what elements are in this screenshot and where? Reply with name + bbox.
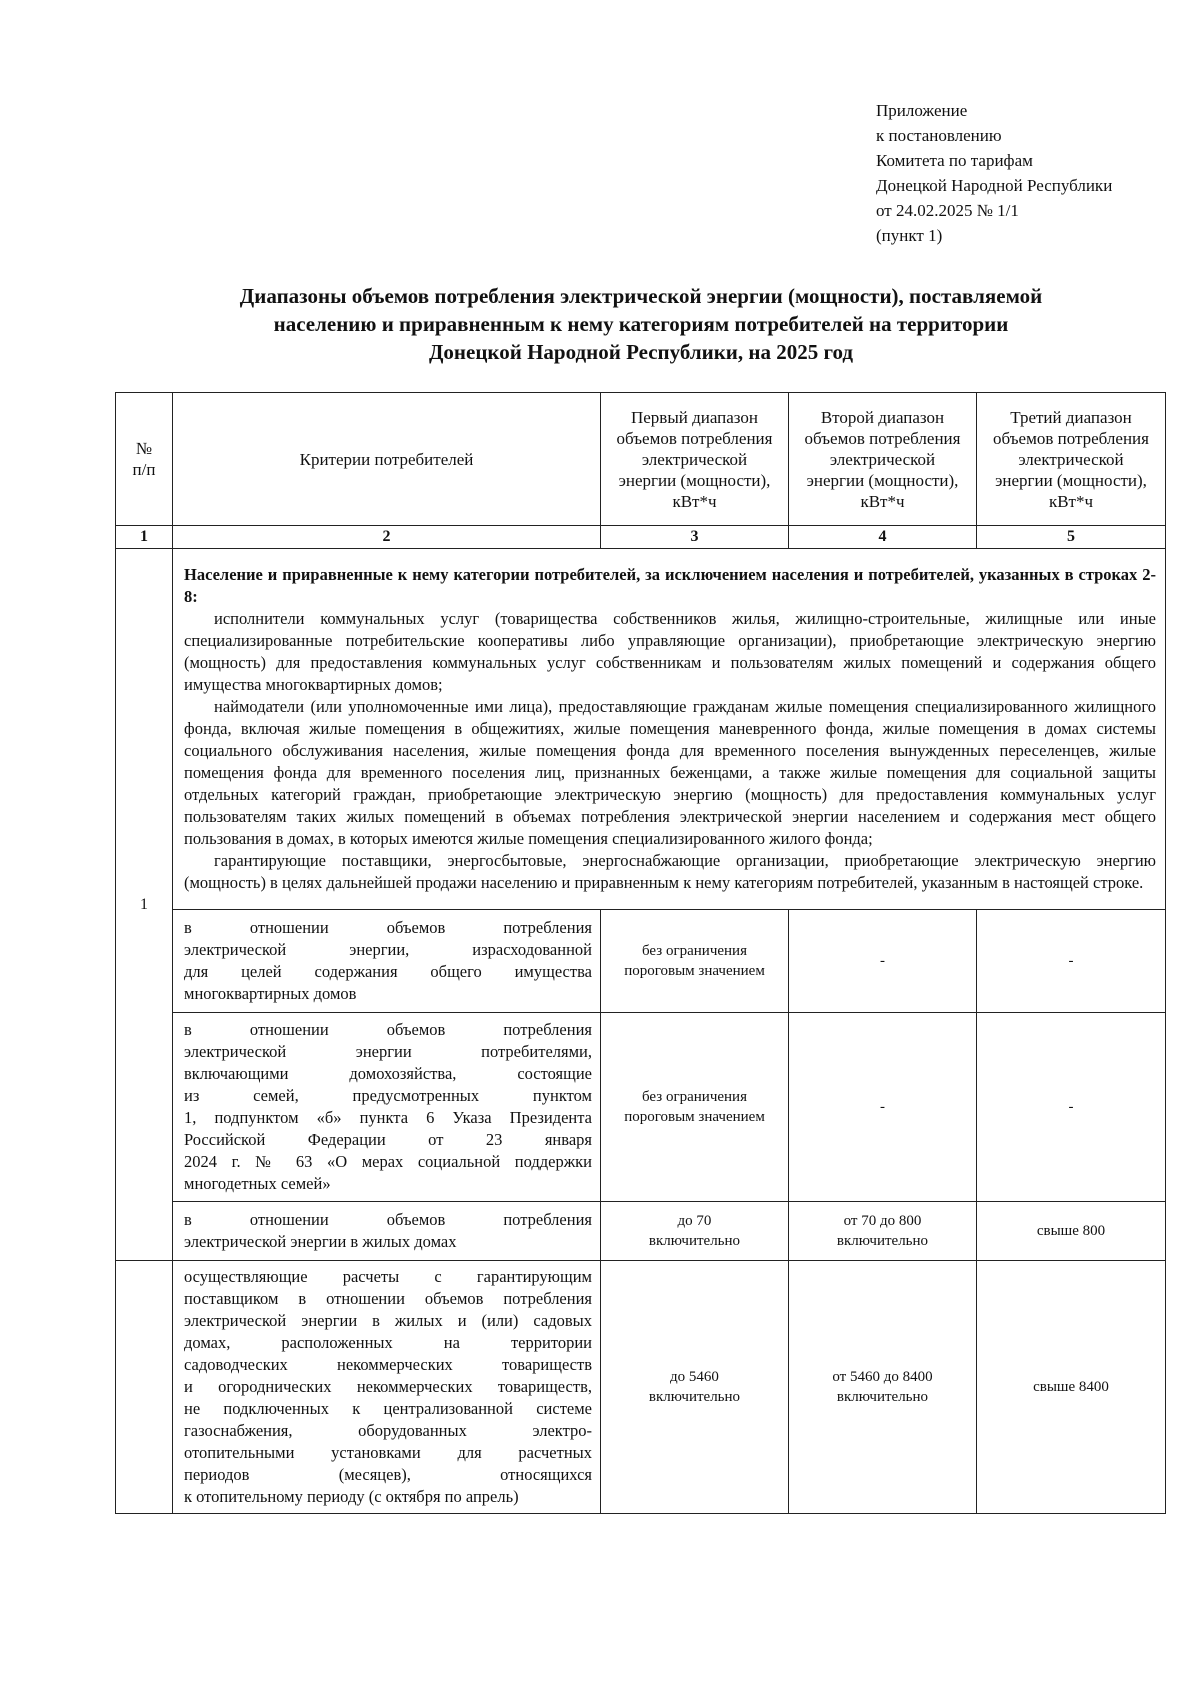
title-line: Диапазоны объемов потребления электрической энергии (мощности), поставляемой: [239, 284, 1043, 308]
second-range-value: -: [789, 910, 977, 1013]
column-number: 3: [601, 526, 789, 549]
criteria-line: электрической энергии потребителями,: [184, 1042, 592, 1061]
value-line: до 70: [677, 1213, 712, 1229]
column-number: 1: [116, 526, 173, 549]
header-line: кВт*ч: [1048, 491, 1094, 511]
header-line: энергии (мощности),: [806, 470, 959, 490]
header-third-range: [977, 393, 1166, 526]
appendix-line: Комитета по тарифам: [876, 151, 1033, 170]
row-number: 1: [116, 549, 173, 1261]
criteria-line: осуществляющие расчеты с гарантирующим: [184, 1267, 592, 1286]
criteria-line: для целей содержания общего имущества: [184, 962, 592, 981]
header-line: кВт*ч: [672, 491, 717, 511]
value-line: включительно: [648, 1389, 741, 1405]
header-line: объемов потребления: [993, 428, 1149, 448]
header-line: Третий диапазон: [1010, 407, 1132, 427]
first-range-value: [601, 1013, 789, 1202]
second-range-value: -: [789, 1013, 977, 1202]
table-row: [116, 910, 1166, 1013]
header-line: энергии (мощности),: [995, 470, 1147, 490]
header-line: объемов потребления: [804, 428, 961, 448]
header-number: [116, 393, 173, 526]
criteria-cell: [173, 1202, 601, 1261]
criteria-line: в отношении объемов потребления: [184, 1020, 592, 1039]
criteria-line: электрической энергии, израсходованной: [184, 940, 592, 959]
header-line: №: [135, 439, 153, 458]
criteria-line: садоводческих некоммерческих товариществ: [184, 1355, 592, 1374]
value-line: пороговым значением: [624, 963, 765, 979]
appendix-block: [876, 98, 1112, 248]
header-line: электрической: [829, 449, 936, 469]
table-row: [116, 1202, 1166, 1261]
header-line: электрической: [1018, 449, 1124, 469]
group-description: [173, 549, 1166, 910]
header-line: кВт*ч: [860, 491, 905, 511]
criteria-cell: [173, 1261, 601, 1514]
appendix-line: к постановлению: [876, 126, 1002, 145]
header-line: объемов потребления: [616, 428, 773, 448]
appendix-line: Донецкой Народной Республики: [876, 176, 1113, 195]
title-line: Донецкой Народной Республики, на 2025 год: [428, 340, 854, 364]
group-paragraph: наймодатели (или уполномоченные ими лица), предоставляющие гражданам жилые помещения специализированного жилищного фонда, включая жилые помещения в общежитиях, жилые помещения маневренного фонда, жилые помещения в домах системы социального обслуживания населения, жилые помещения фонда для временного поселения вынужденных переселенцев, жилые помещения фонда для временного поселения лиц, признанных беженцами, а также жилые помещения для социальной защиты отдельных категорий граждан, приобретающие электрическую энергию (мощность) для предоставления коммунальных услуг пользователям таких жилых помещений в объемах потребления электрической энергии населением и содержания мест общего пользования в домах, в которых имеются жилые помещения специализированного жилого фонда;: [184, 697, 1156, 848]
criteria-line: не подключенных к централизованной системе: [184, 1399, 592, 1418]
first-range-value: [601, 910, 789, 1013]
criteria-line: поставщиком в отношении объемов потребления: [184, 1289, 592, 1308]
value-line: включительно: [648, 1233, 741, 1249]
criteria-line: многодетных семей»: [184, 1174, 331, 1193]
third-range-value: свыше 800: [977, 1202, 1166, 1261]
criteria-line: газоснабжения, оборудованных электро-: [184, 1421, 592, 1440]
header-line: Второй диапазон: [820, 407, 945, 427]
third-range-value: свыше 8400: [977, 1261, 1166, 1514]
criteria-line: отопительными установками для расчетных: [184, 1443, 592, 1462]
value-line: пороговым значением: [624, 1109, 765, 1125]
column-number: 4: [789, 526, 977, 549]
header-first-range: [601, 393, 789, 526]
table-row: [116, 1261, 1166, 1514]
value-line: до 5460: [670, 1369, 719, 1385]
appendix-line: Приложение: [876, 101, 968, 120]
group-heading: Население и приравненные к нему категории потребителей, за исключением населения и потребителей, указанных в строках 2-8:: [184, 565, 1156, 606]
criteria-line: 1, подпунктом «б» пункта 6 Указа Президента: [184, 1108, 592, 1127]
criteria-line: многоквартирных домов: [184, 984, 357, 1003]
header-criteria: Критерии потребителей: [173, 393, 601, 526]
criteria-line: электрической энергии в жилых и (или) садовых: [184, 1311, 592, 1330]
third-range-value: -: [977, 910, 1166, 1013]
appendix-line: от 24.02.2025 № 1/1: [876, 201, 1019, 220]
value-line: от 70 до 800: [843, 1213, 922, 1229]
criteria-line: Российской Федерации от 23 января: [184, 1130, 592, 1149]
group-paragraph: гарантирующие поставщики, энергосбытовые, энергоснабжающие организации, приобретающие электрическую энергию (мощность) в целях дальнейшей продажи населению и приравненным к нему категориям потребителей, указанным в настоящей строке.: [184, 851, 1156, 892]
column-number: 5: [977, 526, 1166, 549]
first-range-value: [601, 1261, 789, 1514]
value-line: включительно: [836, 1233, 929, 1249]
header-line: п/п: [132, 460, 156, 479]
criteria-line: в отношении объемов потребления: [184, 918, 592, 937]
criteria-line: 2024 г. № 63 «О мерах социальной поддержки: [184, 1152, 592, 1171]
criteria-cell: [173, 910, 601, 1013]
header-line: электрической: [641, 449, 748, 469]
row-number: [116, 1261, 173, 1514]
third-range-value: -: [977, 1013, 1166, 1202]
table-row: [116, 1013, 1166, 1202]
criteria-line: в отношении объемов потребления: [184, 1210, 592, 1229]
criteria-line: домах, расположенных на территории: [184, 1333, 592, 1352]
column-number: 2: [173, 526, 601, 549]
value-line: без ограничения: [642, 1089, 747, 1105]
column-numbers-row: [116, 526, 1166, 549]
criteria-line: включающими домохозяйства, состоящие: [184, 1064, 592, 1083]
second-range-value: [789, 1261, 977, 1514]
appendix-line: (пункт 1): [876, 226, 943, 245]
criteria-line: и огороднических некоммерческих товариществ,: [184, 1377, 592, 1396]
criteria-line: из семей, предусмотренных пунктом: [184, 1086, 592, 1105]
value-line: без ограничения: [642, 943, 747, 959]
title-line: населению и приравненным к нему категориям потребителей на территории: [273, 312, 1009, 336]
first-range-value: [601, 1202, 789, 1261]
header-line: энергии (мощности),: [618, 470, 771, 490]
criteria-cell: [173, 1013, 601, 1202]
value-line: от 5460 до 8400: [832, 1369, 933, 1385]
criteria-line: периодов (месяцев), относящихся: [184, 1465, 592, 1484]
header-second-range: [789, 393, 977, 526]
document-title: [118, 282, 1164, 366]
group-paragraph: исполнители коммунальных услуг (товарищества собственников жилья, жилищно-строительные, жилищные или иные специализированные потребительские кооперативы либо управляющие организации), приобретающие электрическую энергию (мощность) для предоставления коммунальных услуг собственникам и пользователям жилых помещений и содержания общего имущества многоквартирных домов;: [184, 609, 1156, 694]
table-row: [116, 549, 1166, 910]
criteria-line: к отопительному периоду (с октября по апрель): [184, 1487, 519, 1506]
value-line: включительно: [836, 1389, 929, 1405]
header-line: Первый диапазон: [630, 407, 759, 427]
table-header-row: [116, 393, 1166, 526]
criteria-line: электрической энергии в жилых домах: [184, 1232, 457, 1251]
ranges-table: [115, 392, 1166, 1514]
second-range-value: [789, 1202, 977, 1261]
